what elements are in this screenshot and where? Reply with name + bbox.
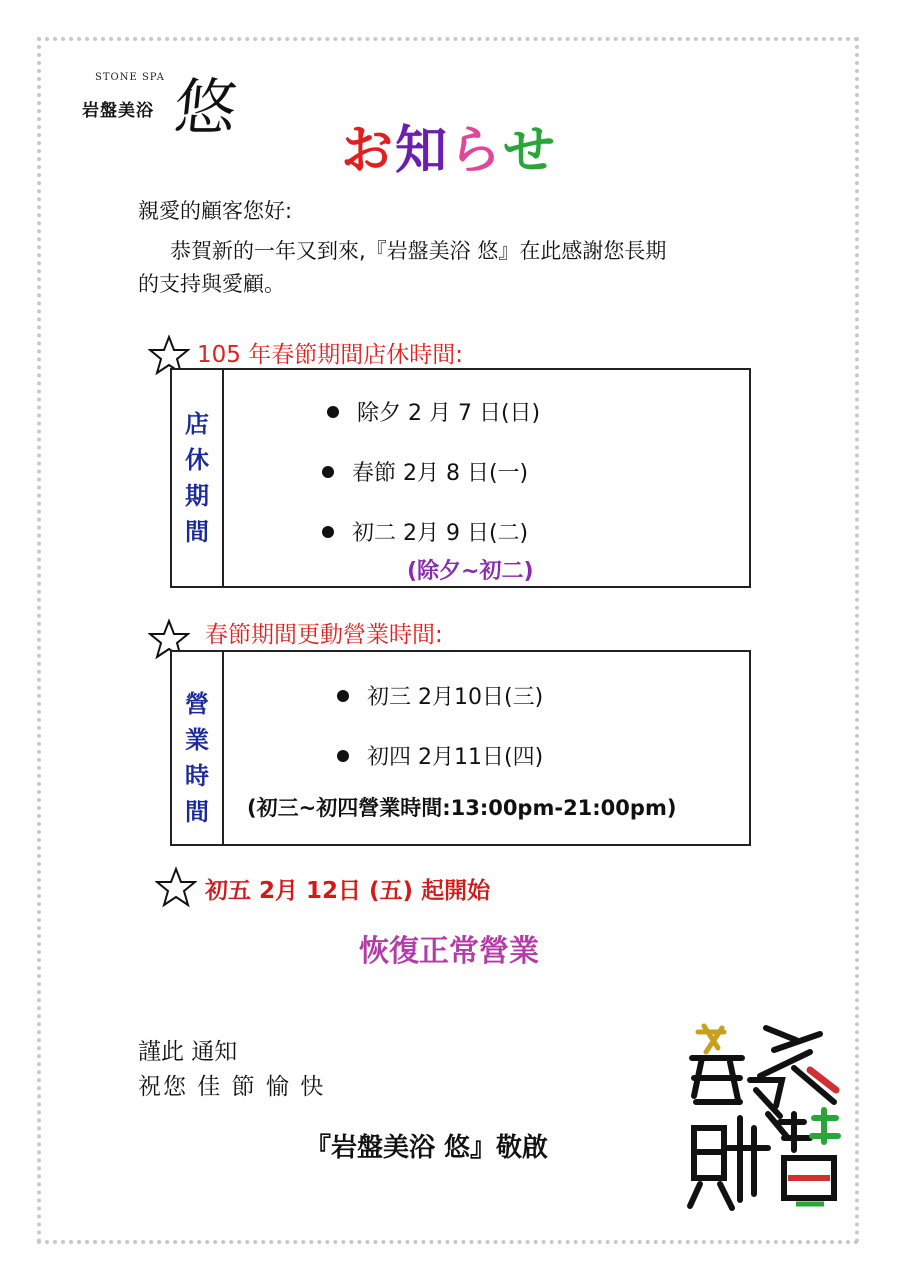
closure-box [170,368,751,588]
bullet-icon [337,750,349,762]
hours-row [337,680,543,711]
closure-row-text: 初二 2月 9 日(二) [352,521,529,546]
logo-english: STONE SPA [95,72,165,83]
hours-heading: 春節期間更動營業時間: [205,622,443,648]
hours-row-text: 初三 2月10日(三) [367,685,544,710]
resume-heading: 初五 2月 12日 (五) 起開始 [205,878,491,904]
closing-line-2: 祝您 佳 節 愉 快 [138,1074,326,1100]
closing-line-1: 謹此 通知 [138,1039,238,1065]
side-label-char: 店 [185,410,209,438]
side-label-char: 期 [185,482,209,510]
box-divider [222,652,224,844]
signature: 『岩盤美浴 悠』敬啟 [305,1133,549,1163]
closure-side-label [172,406,222,550]
hours-row-text: 初四 2月11日(四) [367,745,544,770]
closure-row [322,516,528,547]
side-label-char: 業 [185,726,209,754]
bullet-icon [322,466,334,478]
title-char: ら [449,121,504,181]
resume-text: 恢復正常營業 [359,934,539,969]
seal-artwork-icon [684,1018,844,1213]
bullet-icon [322,526,334,538]
closure-row [322,456,528,487]
hours-row [337,740,543,771]
closure-heading: 105 年春節期間店休時間: [197,342,463,368]
intro-line-1: 恭賀新的一年又到來,『岩盤美浴 悠』在此感謝您長期 [170,239,667,263]
hours-note: (初三~初四營業時間:13:00pm-21:00pm) [247,796,677,820]
hours-side-label [172,686,222,830]
closure-row-text: 除夕 2 月 7 日(日) [357,401,541,426]
intro-line-2: 的支持與愛顧。 [138,272,285,296]
title-char: 知 [394,121,449,181]
side-label-char: 營 [185,690,209,718]
side-label-char: 間 [185,798,209,826]
bullet-icon [327,406,339,418]
logo-japanese: 岩盤美浴 [82,101,154,121]
side-label-char: 時 [185,762,209,790]
greeting: 親愛的顧客您好: [138,199,293,223]
title-char: せ [503,121,558,181]
star-icon [155,866,197,908]
box-divider [222,370,224,586]
side-label-char: 間 [185,518,209,546]
title-char: お [340,121,395,181]
hours-box [170,650,751,846]
bullet-icon [337,690,349,702]
logo-kanji: 悠 [170,71,241,144]
notice-title [0,108,898,183]
closure-note: (除夕~初二) [407,559,534,584]
closure-row [327,396,540,427]
closure-row-text: 春節 2月 8 日(一) [352,461,529,486]
side-label-char: 休 [185,446,209,474]
